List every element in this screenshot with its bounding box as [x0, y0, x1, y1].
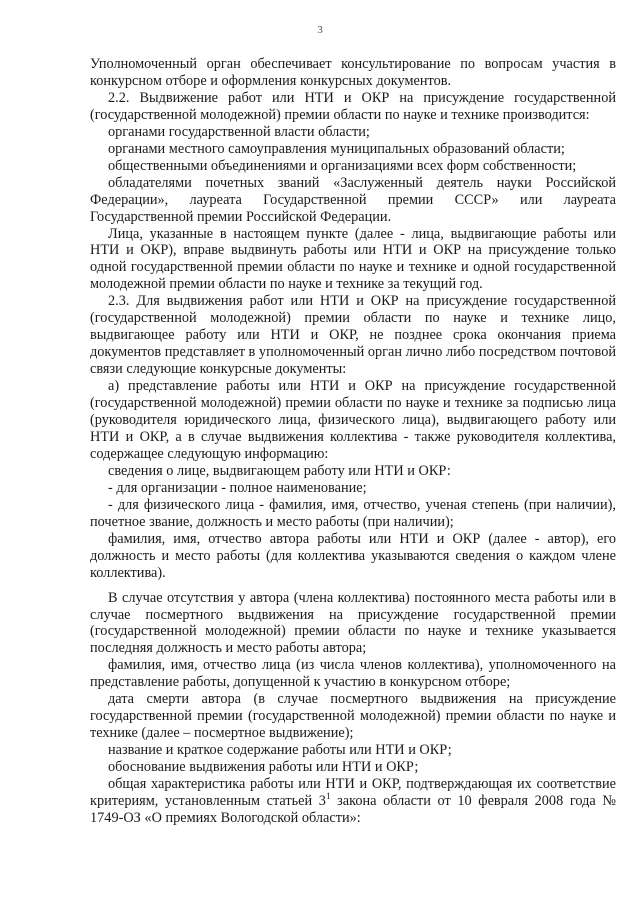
paragraph: 2.3. Для выдвижения работ или НТИ и ОКР на присуждение государственной (государственной молодежной) премии области по науке и технике лицо, выдвигающее работу или НТИ и ОКР, не позднее срока окончания приема документов представляет в уполномоченный орган лично либо посредством почтовой связи следующие конкурсные документы:	[90, 293, 616, 378]
list-item: дата смерти автора (в случае посмертного выдвижения на присуждение государственной премии (государственной молодежной) премии области по науке и технике (далее – посмертное выдвижение);	[90, 691, 616, 742]
paragraph: Лица, указанные в настоящем пункте (далее - лица, выдвигающие работы или НТИ и ОКР), вправе выдвинуть работы или НТИ и ОКР на присуждение только одной государственной премии области по науке и технике и одной государственной молодежной премии области по науке и технике за текущий год.	[90, 225, 616, 293]
paragraph: 2.2. Выдвижение работ или НТИ и ОКР на присуждение государственной (государственной молодежной) премии области по науке и технике производится:	[90, 89, 616, 123]
paragraph: Уполномоченный орган обеспечивает консультирование по вопросам участия в конкурсном отборе и оформления конкурсных документов.	[90, 56, 616, 89]
paragraph: В случае отсутствия у автора (члена коллектива) постоянного места работы или в случае посмертного выдвижения на присуждение государственной премии (государственной молодежной) премии области по науке и технике указывается последняя должность и место работы автора;	[90, 589, 616, 657]
list-item: обладателями почетных званий «Заслуженный деятель науки Российской Федерации», лауреата Государственной премии СССР» или лауреата Государственной премии Российской Федерации.	[90, 174, 616, 225]
list-item: - для организации - полное наименование;	[108, 479, 367, 496]
document-body	[90, 56, 616, 827]
paragraph-law-reference	[90, 776, 616, 827]
list-item: фамилия, имя, отчество лица (из числа членов коллектива), уполномоченного на представление работы, допущенной к участию в конкурсном отборе;	[90, 657, 616, 691]
list-item: сведения о лице, выдвигающем работу или НТИ и ОКР:	[108, 462, 451, 479]
list-item: фамилия, имя, отчество автора работы или НТИ и ОКР (далее - автор), его должность и место работы (для коллектива указываются сведения о каждом члене коллектива).	[90, 530, 616, 581]
paragraph: а) представление работы или НТИ и ОКР на присуждение государственной (государственной молодежной) премии области по науке и технике за подписью лица (руководителя юридического лица, физического лица), выдвигающего работу или НТИ и ОКР, а в случае выдвижения коллектива - также руководителя коллектива, содержащее следующую информацию:	[90, 378, 616, 462]
list-item: - для физического лица - фамилия, имя, отчество, ученая степень (при наличии), почетное звание, должность и место работы (при наличии);	[90, 496, 616, 530]
list-item: органами государственной власти области;	[108, 123, 370, 140]
list-item: общественными объединениями и организациями всех форм собственности;	[108, 157, 577, 174]
list-item: органами местного самоуправления муниципальных образований области;	[108, 140, 565, 157]
list-item: обоснование выдвижения работы или НТИ и ОКР;	[108, 759, 419, 776]
article-superscript: 1	[325, 791, 331, 802]
list-item: название и краткое содержание работы или НТИ и ОКР;	[108, 742, 452, 759]
law-text-start: общая характеристика работы или НТИ и ОКР, подтверждающая их соответствие критериям, установленным статьей 3	[90, 776, 616, 809]
law-text-end: закона области от 10 февраля 2008 года № 1749-ОЗ «О премиях Вологодской области»:	[90, 792, 616, 826]
page-number: 3	[317, 24, 323, 36]
